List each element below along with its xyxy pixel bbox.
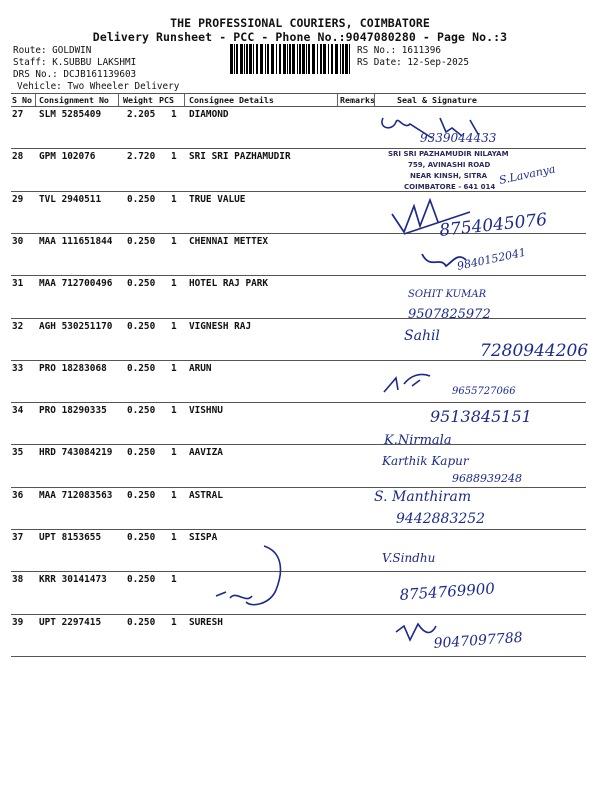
serial-number: 35	[12, 447, 24, 459]
barcode-bar	[246, 44, 248, 74]
table-row	[11, 233, 586, 275]
signature-name: V.Sindhu	[382, 551, 436, 565]
vehicle-label: Vehicle: Two Wheeler Delivery	[17, 81, 180, 92]
signature-name: Karthik Kapur	[382, 454, 469, 468]
table-row	[11, 275, 586, 317]
barcode-bar	[340, 44, 341, 74]
weight-value: 0.250	[127, 447, 156, 459]
header-divider	[35, 94, 36, 106]
header-divider	[374, 94, 375, 106]
staff-name: K.SUBBU LAKSHMI	[52, 57, 137, 68]
weight-value: 0.250	[127, 362, 156, 374]
company-title: THE PROFESSIONAL COURIERS, COIMBATORE	[170, 16, 430, 30]
serial-number: 33	[12, 362, 24, 374]
serial-number: 30	[12, 235, 24, 247]
consignee-name: HOTEL RAJ PARK	[189, 278, 269, 290]
barcode-bar	[289, 44, 291, 74]
barcode-bar	[267, 44, 269, 74]
barcode-bar	[279, 44, 281, 74]
consignee-name: SURESH	[189, 616, 223, 628]
row-rule	[11, 656, 586, 657]
serial-number: 38	[12, 574, 24, 586]
consignee-name: DIAMOND	[189, 109, 229, 120]
signature-phone: 9513845151	[430, 407, 532, 426]
signature-phone: 9047097788	[433, 629, 524, 652]
stamp-line-3: NEAR KINSH, SITRA	[410, 172, 487, 180]
serial-number: 32	[12, 320, 24, 332]
barcode-bar	[292, 44, 295, 74]
consignee-name: VIGNESH RAJ	[189, 320, 252, 332]
header-divider	[118, 94, 119, 106]
barcode-bar	[312, 44, 315, 74]
table-row	[11, 106, 586, 148]
weight-value: 0.250	[127, 405, 156, 417]
consignment-number: AGH 530251170	[39, 320, 113, 332]
consignment-number: PRO 18283068	[39, 362, 107, 374]
table-row	[11, 318, 589, 361]
consignment-number: UPT 2297415	[39, 616, 102, 628]
barcode-bar	[240, 44, 243, 74]
stamp-line-2: 759, AVINASHI ROAD	[408, 161, 491, 169]
consignee-name: CHENNAI METTEX	[189, 235, 269, 247]
table-row	[11, 360, 586, 402]
stamp-line-1: SRI SRI PAZHAMUDIR NILAYAM	[388, 150, 509, 158]
weight-value: 0.250	[127, 574, 156, 586]
route-label: Route: GOLDWIN	[13, 45, 92, 56]
col-weight: Weight	[123, 95, 153, 105]
signature-phone: 9840152041	[455, 245, 528, 273]
barcode-bar	[249, 44, 252, 74]
signature-phone: 9442883252	[396, 511, 486, 527]
staff-prefix: Staff:	[13, 57, 47, 68]
consignment-number: UPT 8153655	[39, 532, 102, 543]
pieces-count: 1	[171, 278, 177, 290]
barcode-bar	[323, 44, 326, 74]
consignment-number: MAA 712700496	[39, 278, 113, 290]
pieces-count: 1	[171, 532, 177, 543]
consignment-number: KRR 30141473	[39, 574, 107, 586]
signature-phone: 9507825972	[408, 307, 491, 322]
pieces-count: 1	[171, 616, 177, 628]
signature-name: S. Manthiram	[374, 489, 472, 505]
header-divider	[184, 94, 185, 106]
table-row	[11, 191, 586, 233]
serial-number: 27	[12, 109, 24, 120]
weight-value: 2.720	[127, 151, 156, 163]
signature-name: K.Nirmala	[384, 433, 452, 448]
weight-value: 0.250	[127, 489, 156, 501]
signature-phone: 8754045076	[438, 209, 549, 241]
signature-phone: 9655727066	[452, 386, 516, 397]
staff-line	[13, 57, 136, 68]
signature-name: Sahil	[404, 328, 440, 344]
col-remarks: Remarks	[340, 95, 375, 105]
header-divider	[337, 94, 338, 106]
weight-value: 0.250	[127, 278, 156, 290]
pieces-count: 1	[171, 405, 177, 417]
serial-number: 34	[12, 405, 24, 417]
table-row	[11, 487, 586, 529]
consignment-number: TVL 2940511	[39, 193, 102, 205]
consignment-number: HRD 743084219	[39, 447, 113, 459]
barcode-bar	[283, 44, 286, 74]
weight-value: 0.250	[127, 235, 156, 247]
col-consignee: Consignee Details	[189, 95, 274, 105]
barcode-bar	[256, 44, 258, 74]
weight-value: 0.250	[127, 320, 156, 332]
signature-name: S.Lavanya	[497, 162, 557, 187]
consignee-name: ASTRAL	[189, 489, 223, 501]
col-sno: S No	[12, 95, 32, 105]
consignee-name: VISHNU	[189, 405, 223, 417]
consignment-number: MAA 712083563	[39, 489, 113, 501]
serial-number: 37	[12, 532, 24, 543]
table-row	[11, 444, 586, 486]
barcode-image	[230, 44, 352, 74]
barcode-bar	[236, 44, 238, 74]
barcode-bar	[271, 44, 274, 74]
barcode-bar	[276, 44, 277, 74]
pieces-count: 1	[171, 489, 177, 501]
weight-value: 0.250	[127, 616, 156, 628]
pieces-count: 1	[171, 193, 177, 205]
pieces-count: 1	[171, 574, 177, 586]
table-row	[11, 614, 586, 656]
drs-number: DCJB161139603	[63, 69, 137, 80]
col-consignment: Consignment No	[39, 95, 109, 105]
barcode-bar	[342, 44, 344, 74]
serial-number: 36	[12, 489, 24, 501]
pieces-count: 1	[171, 151, 177, 163]
weight-value: 0.250	[127, 193, 156, 205]
table-row	[11, 571, 586, 613]
weight-value: 0.250	[127, 532, 156, 543]
drs-prefix: DRS No.:	[13, 69, 58, 80]
weight-value: 2.205	[127, 109, 156, 120]
barcode-bar	[331, 44, 333, 74]
serial-number: 28	[12, 151, 24, 163]
barcode-bar	[308, 44, 310, 74]
barcode-bar	[265, 44, 266, 74]
table-header	[11, 94, 586, 106]
serial-number: 39	[12, 616, 24, 628]
signature-phone: 9339044433	[420, 131, 497, 145]
rs-date: RS Date: 12-Sep-2025	[357, 57, 469, 68]
serial-number: 31	[12, 278, 24, 290]
barcode-bar	[349, 44, 350, 74]
consignee-name: SISPA	[189, 532, 218, 543]
pieces-count: 1	[171, 109, 177, 120]
barcode-bar	[320, 44, 322, 74]
signature-phone: 9688939248	[452, 472, 522, 485]
pieces-count: 1	[171, 320, 177, 332]
barcode-bar	[244, 44, 245, 74]
table-row	[11, 148, 586, 190]
rs-number: RS No.: 1611396	[357, 45, 441, 56]
col-seal-signature: Seal & Signature	[397, 95, 477, 105]
barcode-bar	[260, 44, 263, 74]
runsheet-subtitle: Delivery Runsheet - PCC - Phone No.:9047080280 - Page No.:3	[92, 30, 508, 44]
signature-phone: 7280944206	[480, 341, 589, 361]
consignment-number: GPM 102076	[39, 151, 96, 163]
consignment-number: SLM 5285409	[39, 109, 102, 120]
barcode-bar	[297, 44, 298, 74]
barcode-bar	[287, 44, 288, 74]
barcode-bar	[345, 44, 348, 74]
drs-line	[13, 69, 136, 80]
barcode-bar	[328, 44, 329, 74]
consignee-name: AAVIZA	[189, 447, 223, 459]
col-pcs: PCS	[159, 95, 174, 105]
serial-number: 29	[12, 193, 24, 205]
barcode-bar	[234, 44, 235, 74]
barcode-bar	[302, 44, 305, 74]
table-row	[11, 529, 586, 571]
barcode-bar	[299, 44, 301, 74]
pieces-count: 1	[171, 235, 177, 247]
barcode-bar	[335, 44, 338, 74]
stamp-line-4: COIMBATORE - 641 014	[404, 183, 496, 191]
barcode-bar	[317, 44, 318, 74]
consignee-name: ARUN	[189, 362, 212, 374]
signature-phone: 8754769900	[399, 579, 496, 604]
consignee-name: TRUE VALUE	[189, 193, 246, 205]
pieces-count: 1	[171, 447, 177, 459]
barcode-bar	[306, 44, 307, 74]
barcode-bar	[230, 44, 233, 74]
signature-name: SOHIT KUMAR	[408, 289, 487, 300]
consignee-name: SRI SRI PAZHAMUDIR	[189, 151, 291, 163]
pieces-count: 1	[171, 362, 177, 374]
consignment-number: PRO 18290335	[39, 405, 107, 417]
table-row	[11, 402, 586, 444]
barcode-bar	[253, 44, 254, 74]
consignment-number: MAA 111651844	[39, 235, 113, 247]
